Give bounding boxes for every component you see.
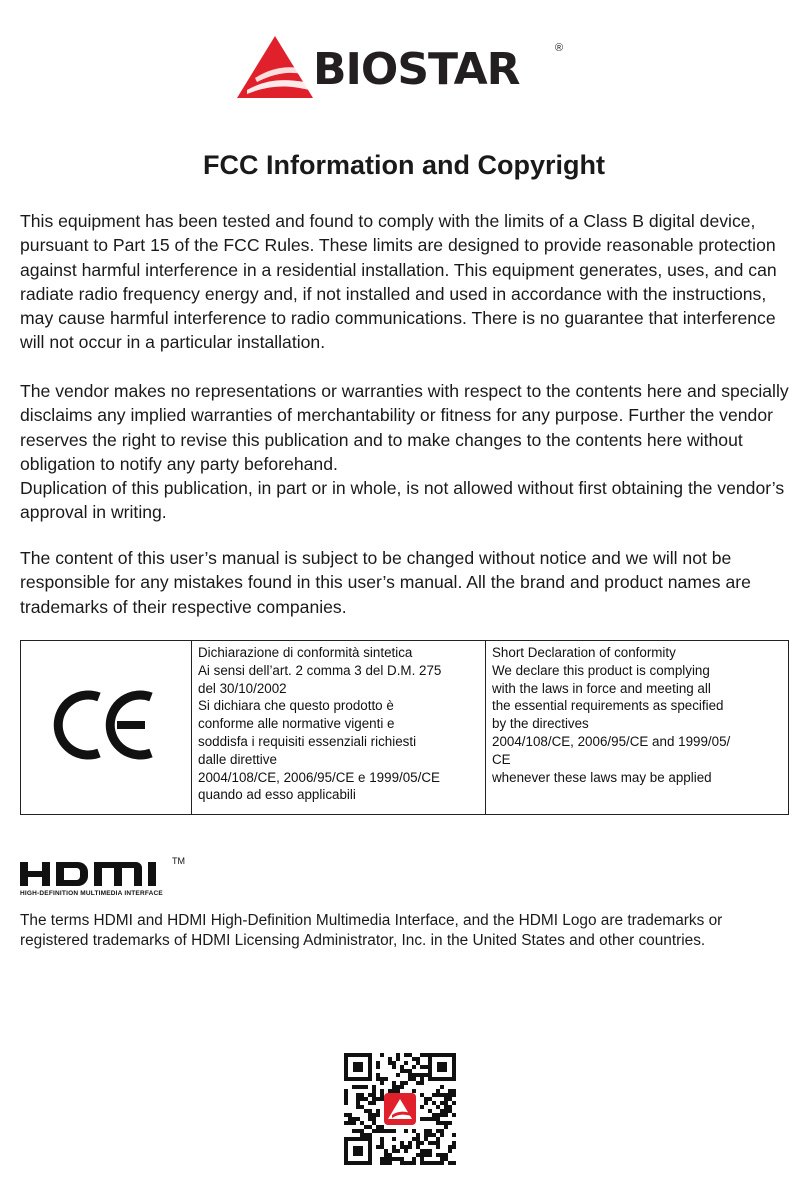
qr-code-icon: [344, 1053, 456, 1165]
ce-mark-cell: [21, 641, 192, 815]
english-line: We declare this product is complying: [492, 662, 710, 678]
english-line: CE: [492, 751, 511, 767]
trademark-mark: TM: [172, 856, 185, 866]
fcc-paragraph: [20, 209, 792, 355]
warranty-disclaimer: The vendor makes no representations or warranties with respect to the contents here and specially disclaims any implied warranties of merchantability or fitness for any purpose. Further the vendor reserves the right to revise this publication and to make changes to the contents here without obligation to notify any party beforehand.: [20, 381, 789, 474]
english-line: the essential requirements as specified: [492, 698, 724, 714]
ce-mark-icon: [51, 689, 161, 761]
hdmi-tagline: HIGH-DEFINITION MULTIMEDIA INTERFACE: [20, 890, 163, 897]
italian-line: quando ad esso applicabili: [198, 787, 356, 803]
registered-mark: ®: [555, 42, 564, 54]
ce-declaration-table: [20, 640, 789, 815]
hdmi-trademark-note: The terms HDMI and HDMI High-Definition Multimedia Interface, and the HDMI Logo are trademarks or registered trademarks of HDMI Licensing Administrator, Inc. in the United States and other countries.: [20, 912, 723, 949]
manual-change-notice: The content of this user’s manual is subject to be changed without notice and we will not be responsible for any mistakes found in this user’s manual. All the brand and product names are trademarks of their respective companies.: [20, 548, 751, 617]
duplication-notice: Duplication of this publication, in part or in whole, is not allowed without first obtaining the vendor’s approval in writing.: [20, 478, 785, 523]
italian-line: 2004/108/CE, 2006/95/CE e 1999/05/CE: [198, 769, 440, 785]
hdmi-logo: [20, 856, 185, 897]
english-line: 2004/108/CE, 2006/95/CE and 1999/05/: [492, 733, 731, 749]
italian-line: del 30/10/2002: [198, 680, 287, 696]
biostar-logo: [235, 36, 565, 100]
english-line: with the laws in force and meeting all: [492, 680, 711, 696]
hdmi-logo-icon: [20, 860, 170, 888]
english-line: by the directives: [492, 716, 589, 732]
brand-name: BIOSTAR: [313, 44, 520, 95]
biostar-triangle-icon: [235, 36, 315, 100]
italian-line: Ai sensi dell’art. 2 comma 3 del D.M. 275: [198, 662, 442, 678]
italian-line: conforme alle normative vigenti e: [198, 716, 395, 732]
english-line: Short Declaration of conformity: [492, 645, 676, 660]
italian-line: Dichiarazione di conformità sintetica: [198, 645, 413, 660]
english-line: whenever these laws may be applied: [492, 769, 712, 785]
page-title: FCC Information and Copyright: [203, 150, 605, 180]
italian-declaration: [192, 641, 486, 815]
content-paragraph: [20, 546, 792, 619]
italian-line: dalle direttive: [198, 751, 277, 767]
disclaimer-paragraph: [20, 379, 792, 525]
italian-line: soddisfa i requisiti essenziali richiesti: [198, 733, 417, 749]
qr-code: [344, 1053, 456, 1165]
english-declaration: [486, 641, 789, 815]
italian-line: Si dichiara che questo prodotto è: [198, 698, 394, 714]
fcc-statement: This equipment has been tested and found to comply with the limits of a Class B digital device, pursuant to Part 15 of the FCC Rules. These limits are designed to provide reasonable protection against harmful interference in a residential installation. This equipment generates, uses, and can radiate radio frequency energy and, if not installed and used in accordance with the instructions, may cause harmful interference to radio communications. There is no guarantee that interference will not occur in a particular installation.: [20, 211, 777, 353]
